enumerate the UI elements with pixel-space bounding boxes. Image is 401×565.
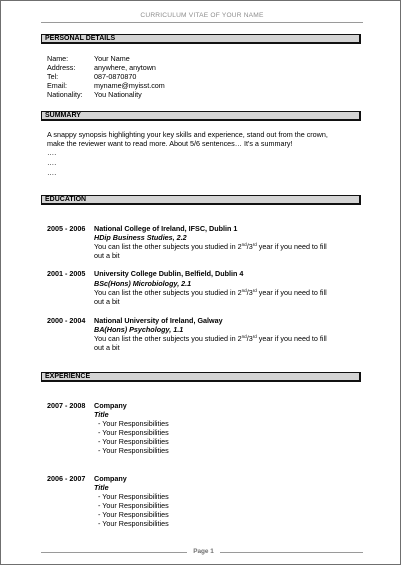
education-description: You can list the other subjects you studied in 2nd/3rd year if you need to fill [94,288,327,297]
education-years: 2001 - 2005 [47,269,86,278]
label-tel: Tel: [47,72,59,81]
experience-title: Title [94,483,109,492]
education-description-end: out a bit [94,343,120,352]
label-nationality: Nationality: [47,90,83,99]
summary-line: A snappy synopsis highlighting your key skills and experience, stand out from the crown, [47,130,328,139]
footer-rule [220,552,363,553]
section-heading-personal: PERSONAL DETAILS [41,34,361,44]
label-address: Address: [47,63,76,72]
education-institution: National University of Ireland, Galway [94,316,223,325]
value-name: Your Name [94,54,130,63]
experience-years: 2006 - 2007 [47,474,86,483]
responsibility-item: - Your Responsibilities [98,510,169,519]
summary-dots: …. [47,168,57,177]
responsibility-item: - Your Responsibilities [98,419,169,428]
label-email: Email: [47,81,67,90]
summary-dots: …. [47,148,57,157]
summary-line: make the reviewer want to read more. About 5/6 sentences… It's a summary! [47,139,293,148]
education-years: 2000 - 2004 [47,316,86,325]
responsibility-item: - Your Responsibilities [98,501,169,510]
education-institution: National College of Ireland, IFSC, Dublin 1 [94,224,238,233]
education-degree: HDip Business Studies, 2.2 [94,233,187,242]
header-rule [41,22,363,23]
responsibility-item: - Your Responsibilities [98,428,169,437]
education-years: 2005 - 2006 [47,224,86,233]
education-description: You can list the other subjects you studied in 2nd/3rd year if you need to fill [94,334,327,343]
section-heading-summary: SUMMARY [41,111,361,121]
experience-title: Title [94,410,109,419]
value-tel: 087-0870870 [94,72,137,81]
responsibility-item: - Your Responsibilities [98,492,169,501]
education-degree: BSc(Hons) Microbiology, 2.1 [94,279,192,288]
section-heading-experience: EXPERIENCE [41,372,361,382]
responsibility-item: - Your Responsibilities [98,519,169,528]
education-description: You can list the other subjects you studied in 2nd/3rd year if you need to fill [94,242,327,251]
page-number: Page 1 [193,548,214,555]
footer-rule [41,552,187,553]
section-heading-education: EDUCATION [41,195,361,205]
responsibility-item: - Your Responsibilities [98,446,169,455]
summary-dots: …. [47,158,57,167]
label-name: Name: [47,54,69,63]
education-degree: BA(Hons) Psychology, 1.1 [94,325,184,334]
document-title: CURRICULUM VITAE OF YOUR NAME [140,12,264,19]
value-nationality: You Nationality [94,90,142,99]
responsibility-item: - Your Responsibilities [98,437,169,446]
value-address: anywhere, anytown [94,63,156,72]
experience-years: 2007 - 2008 [47,401,86,410]
education-description-end: out a bit [94,251,120,260]
education-institution: University College Dublin, Belfield, Dublin 4 [94,269,244,278]
experience-company: Company [94,474,127,483]
value-email: myname@myisst.com [94,81,165,90]
experience-company: Company [94,401,127,410]
education-description-end: out a bit [94,297,120,306]
